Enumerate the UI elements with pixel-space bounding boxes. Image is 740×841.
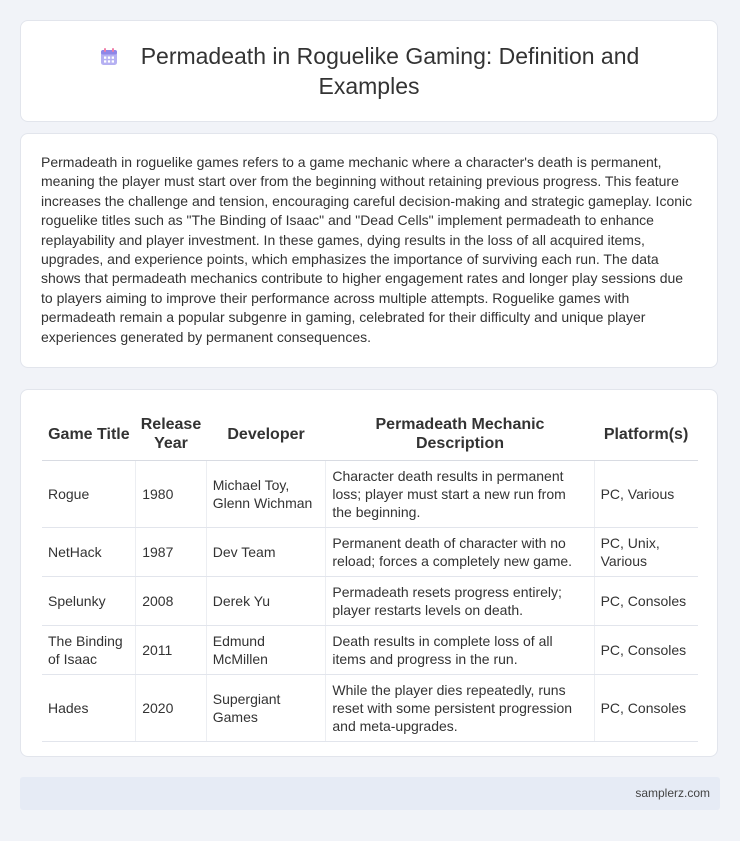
page-title: Permadeath in Roguelike Gaming: Definition and Examples — [140, 43, 640, 99]
cell-release-year: 1987 — [136, 528, 207, 577]
footer-site-link[interactable]: samplerz.com — [635, 786, 710, 800]
header-mechanic-description: Permadeath Mechanic Description — [326, 410, 594, 461]
table-row — [42, 461, 698, 528]
cell-platforms: PC, Unix, Various — [594, 528, 698, 577]
cell-developer: Derek Yu — [206, 577, 326, 626]
footer-bar — [20, 777, 720, 810]
table-card — [20, 389, 718, 757]
cell-release-year: 1980 — [136, 461, 207, 528]
header-platforms: Platform(s) — [594, 410, 698, 461]
cell-developer: Dev Team — [206, 528, 326, 577]
cell-release-year: 2020 — [136, 675, 207, 742]
cell-mechanic-description: Death results in complete loss of all items and progress in the run. — [326, 626, 594, 675]
description-text: Permadeath in roguelike games refers to a game mechanic where a character's death is permanent, meaning the player must start over from the beginning without retaining previous progress. This feature increases the challenge and tension, encouraging careful decision-making and strategic gameplay. Iconic roguelike titles such as "The Binding of Isaac" and "Dead Cells" implement permadeath to enhance replayability and player investment. In these games, dying results in the loss of all acquired items, upgrades, and experience points, which emphasizes the importance of surviving each run. The data shows that permadeath mechanics contribute to higher engagement rates and longer play sessions due to players aiming to improve their performance across multiple attempts. Roguelike games with permadeath remain a popular subgenre in gaming, celebrated for their difficulty and unique player experiences generated by permanent consequences. — [41, 154, 693, 345]
header-developer: Developer — [206, 410, 326, 461]
table-row — [42, 577, 698, 626]
cell-mechanic-description: Permadeath resets progress entirely; player restarts levels on death. — [326, 577, 594, 626]
cell-platforms: PC, Consoles — [594, 675, 698, 742]
cell-mechanic-description: Permanent death of character with no reload; forces a completely new game. — [326, 528, 594, 577]
calendar-icon — [99, 44, 119, 64]
cell-game-title: Spelunky — [42, 577, 136, 626]
cell-platforms: PC, Various — [594, 461, 698, 528]
header-release-year: Release Year — [136, 410, 207, 461]
games-table — [42, 410, 698, 742]
table-header-row — [42, 410, 698, 461]
cell-mechanic-description: While the player dies repeatedly, runs reset with some persistent progression and meta-upgrades. — [326, 675, 594, 742]
cell-game-title: The Binding of Isaac — [42, 626, 136, 675]
table-row — [42, 528, 698, 577]
cell-game-title: Rogue — [42, 461, 136, 528]
cell-developer: Supergiant Games — [206, 675, 326, 742]
description-card — [20, 133, 718, 368]
cell-developer: Edmund McMillen — [206, 626, 326, 675]
cell-release-year: 2011 — [136, 626, 207, 675]
table-row — [42, 626, 698, 675]
cell-release-year: 2008 — [136, 577, 207, 626]
cell-mechanic-description: Character death results in permanent loss; player must start a new run from the beginning. — [326, 461, 594, 528]
cell-game-title: Hades — [42, 675, 136, 742]
header-game-title: Game Title — [42, 410, 136, 461]
table-row — [42, 675, 698, 742]
title-card — [20, 20, 718, 122]
cell-platforms: PC, Consoles — [594, 577, 698, 626]
cell-game-title: NetHack — [42, 528, 136, 577]
cell-platforms: PC, Consoles — [594, 626, 698, 675]
page-title-wrap — [69, 41, 669, 101]
cell-developer: Michael Toy, Glenn Wichman — [206, 461, 326, 528]
